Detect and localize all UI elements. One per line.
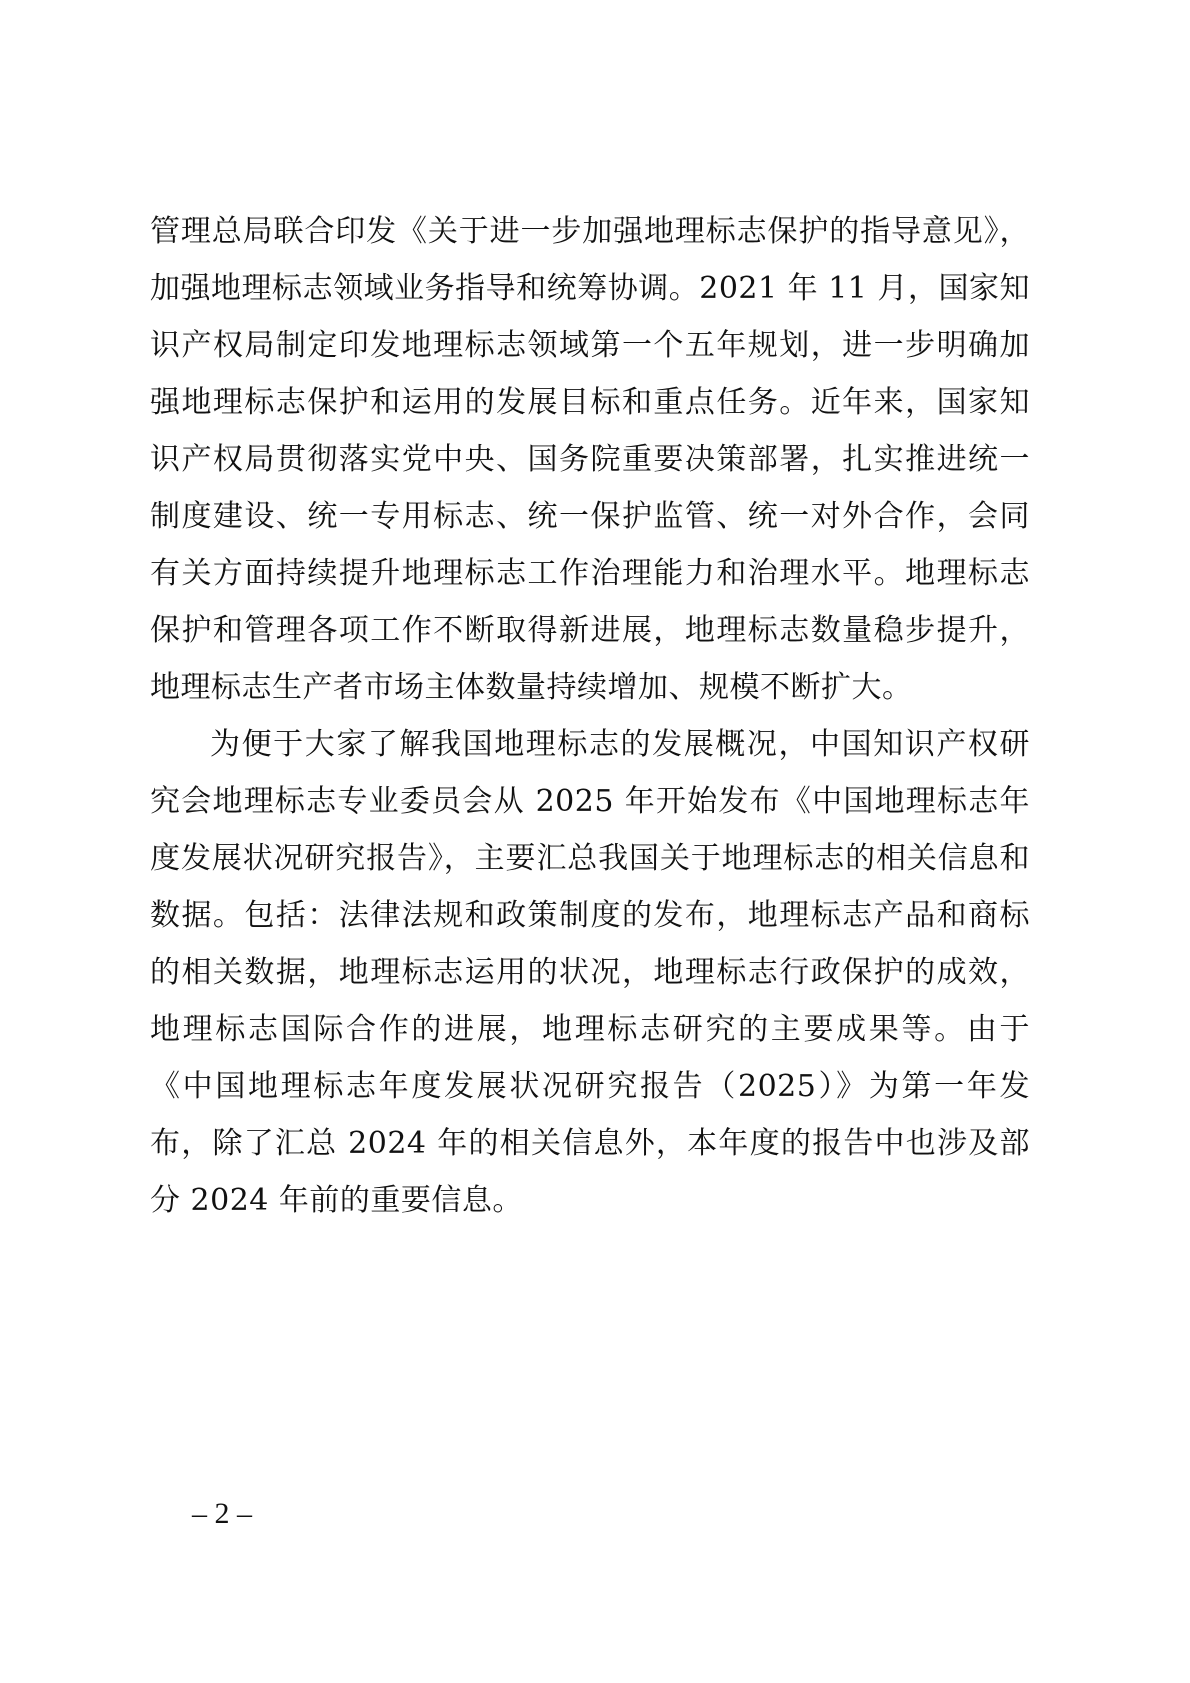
body-text (150, 203, 1030, 1229)
page-number: – 2 – (192, 1497, 252, 1530)
paragraph-report-intro: 为便于大家了解我国地理标志的发展概况，中国知识产权研究会地理标志专业委员会从 2025 年开始发布《中国地理标志年度发展状况研究报告》，主要汇总我国关于地理标志的相关信息和数据。包括：法律法规和政策制度的发布，地理标志产品和商标的相关数据，地理标志运用的状况，地理标志行政保护的成效，地理标志国际合作的进展，地理标志研究的主要成果等。由于《中国地理标志年度发展状况研究报告（2025）》为第一年发布，除了汇总 2024 年的相关信息外，本年度的报告中也涉及部分 2024 年前的重要信息。 (150, 727, 1030, 1218)
paragraph-continued: 管理总局联合印发《关于进一步加强地理标志保护的指导意见》，加强地理标志领域业务指导和统筹协调。2021 年 11 月，国家知识产权局制定印发地理标志领域第一个五年规划，进一步明确加强地理标志保护和运用的发展目标和重点任务。近年来，国家知识产权局贯彻落实党中央、国务院重要决策部署，扎实推进统一制度建设、统一专用标志、统一保护监管、统一对外合作，会同有关方面持续提升地理标志工作治理能力和治理水平。地理标志保护和管理各项工作不断取得新进展，地理标志数量稳步提升，地理标志生产者市场主体数量持续增加、规模不断扩大。 (150, 214, 1030, 705)
